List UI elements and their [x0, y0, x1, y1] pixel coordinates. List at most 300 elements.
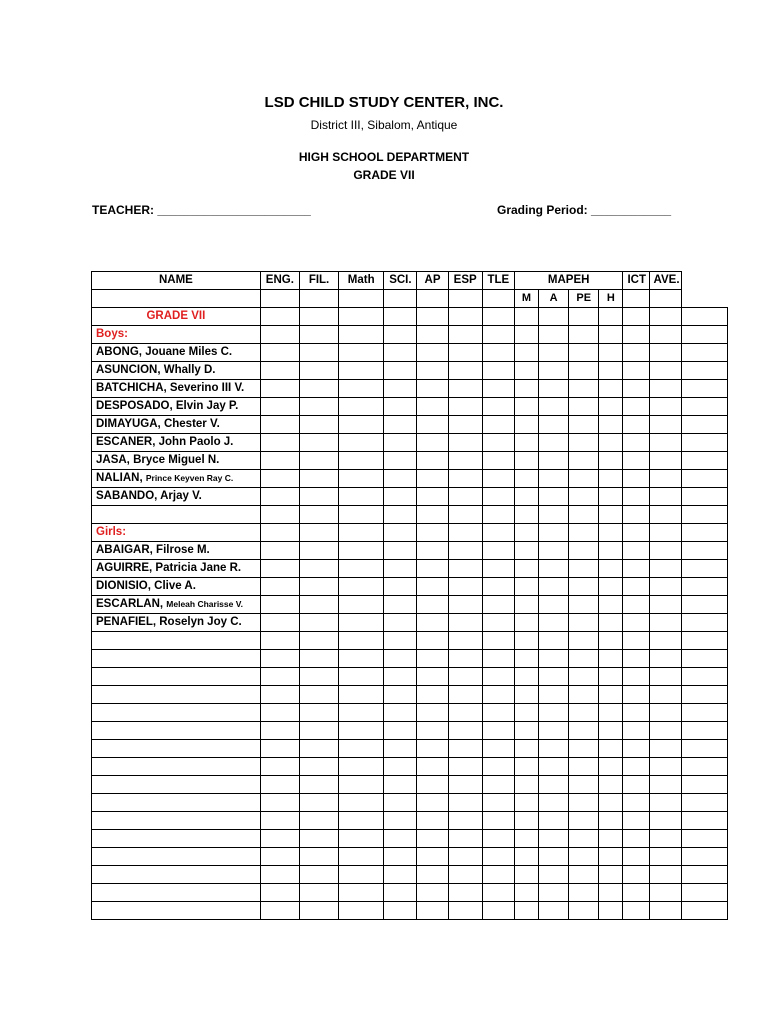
grade-cell [514, 344, 538, 362]
table-row [92, 578, 728, 596]
grade-cell [681, 686, 727, 704]
grade-cell [260, 758, 299, 776]
student-name-cell [92, 704, 261, 722]
grade-cell [539, 452, 569, 470]
table-row [92, 452, 728, 470]
grade-cell [569, 632, 599, 650]
grade-cell [384, 488, 417, 506]
table-row [92, 398, 728, 416]
grade-cell [599, 452, 623, 470]
grade-cell [339, 416, 384, 434]
grade-cell [260, 668, 299, 686]
grade-cell [299, 308, 338, 326]
grade-cell [623, 758, 649, 776]
grade-cell [514, 416, 538, 434]
grade-cell [417, 704, 448, 722]
grade-cell [649, 578, 681, 596]
grade-cell [448, 812, 482, 830]
grade-cell [681, 308, 727, 326]
grade-cell [260, 452, 299, 470]
table-row [92, 542, 728, 560]
column-header: Math [339, 272, 384, 290]
grade-cell [514, 758, 538, 776]
grade-cell [482, 470, 514, 488]
grade-cell [539, 524, 569, 542]
grade-cell [339, 686, 384, 704]
grade-cell [569, 506, 599, 524]
grade-cell [599, 362, 623, 380]
column-header: SCI. [384, 272, 417, 290]
grade-cell [260, 434, 299, 452]
grade-cell [681, 326, 727, 344]
grade-cell [299, 758, 338, 776]
grade-cell [569, 686, 599, 704]
grade-cell [448, 614, 482, 632]
student-name-cell [92, 524, 261, 542]
grade-cell [260, 596, 299, 614]
grade-cell [649, 416, 681, 434]
grade-cell [339, 650, 384, 668]
grade-cell [299, 650, 338, 668]
grade-cell [539, 866, 569, 884]
student-name: DIMAYUGA, Chester V. [96, 418, 220, 430]
grade-cell [623, 326, 649, 344]
grade-cell [339, 794, 384, 812]
table-row [92, 686, 728, 704]
grade-cell [514, 884, 538, 902]
grade-cell [299, 704, 338, 722]
grade-cell [417, 506, 448, 524]
grade-cell [482, 506, 514, 524]
grade-cell [299, 470, 338, 488]
grade-cell [514, 632, 538, 650]
grade-cell [649, 308, 681, 326]
grade-cell [448, 452, 482, 470]
grade-cell [599, 398, 623, 416]
grade-cell [649, 614, 681, 632]
grade-cell [539, 488, 569, 506]
grade-cell [514, 812, 538, 830]
grade-cell [681, 632, 727, 650]
grade-cell [417, 848, 448, 866]
grade-cell [299, 362, 338, 380]
grade-cell [482, 344, 514, 362]
grade-cell [299, 740, 338, 758]
grade-cell [384, 902, 417, 920]
grade-cell [482, 740, 514, 758]
column-header: MAPEH [514, 272, 623, 290]
table-row [92, 812, 728, 830]
grade-cell [448, 650, 482, 668]
grade-cell [299, 686, 338, 704]
grade-cell [417, 362, 448, 380]
grade-cell [569, 452, 599, 470]
grade-cell [539, 542, 569, 560]
grade-cell [623, 668, 649, 686]
grade-cell [339, 506, 384, 524]
table-row [92, 794, 728, 812]
grade-cell [514, 524, 538, 542]
grade-cell [599, 740, 623, 758]
table-row [92, 884, 728, 902]
grade-cell [260, 578, 299, 596]
grade-cell [260, 848, 299, 866]
table-row [92, 326, 728, 344]
grade-cell [649, 848, 681, 866]
student-name-cell [92, 650, 261, 668]
grade-cell [448, 398, 482, 416]
grade-cell [514, 380, 538, 398]
grade-cell [448, 380, 482, 398]
department-title: HIGH SCHOOL DEPARTMENT [298, 150, 470, 164]
column-header: NAME [92, 272, 261, 290]
grade-cell [514, 578, 538, 596]
grade-cell [599, 866, 623, 884]
grade-cell [448, 722, 482, 740]
grade-cell [599, 884, 623, 902]
student-name-cell [92, 416, 261, 434]
grade-cell [599, 776, 623, 794]
student-name-cell [92, 434, 261, 452]
grade-cell [417, 650, 448, 668]
student-name-cell [92, 614, 261, 632]
grade-cell [299, 326, 338, 344]
grade-cell [623, 596, 649, 614]
grade-cell [599, 578, 623, 596]
table-row [92, 488, 728, 506]
grade-cell [299, 398, 338, 416]
grade-cell [417, 434, 448, 452]
grade-cell [417, 776, 448, 794]
grade-cell [539, 668, 569, 686]
grade-cell [599, 830, 623, 848]
grade-cell [299, 830, 338, 848]
header-blank-cell [299, 290, 338, 308]
school-address: District III, Sibalom, Antique [310, 118, 458, 132]
grade-cell [417, 668, 448, 686]
grade-cell [569, 560, 599, 578]
grade-cell [384, 758, 417, 776]
student-name: Girls: [96, 526, 127, 538]
header-blank-cell [339, 290, 384, 308]
student-name: Boys: [96, 328, 128, 340]
table-row [92, 470, 728, 488]
grade-cell [681, 542, 727, 560]
grade-cell [482, 866, 514, 884]
grade-cell [417, 686, 448, 704]
grade-cell [339, 776, 384, 794]
grade-cell [623, 848, 649, 866]
grade-cell [448, 758, 482, 776]
grade-cell [569, 902, 599, 920]
column-header: ENG. [260, 272, 299, 290]
grade-cell [649, 866, 681, 884]
grade-cell [299, 416, 338, 434]
grade-cell [339, 812, 384, 830]
grade-cell [384, 560, 417, 578]
grade-cell [417, 344, 448, 362]
student-name-cell [92, 776, 261, 794]
grade-cell [448, 416, 482, 434]
grade-cell [260, 722, 299, 740]
grade-cell [417, 740, 448, 758]
grade-cell [482, 668, 514, 686]
grade-cell [482, 902, 514, 920]
grade-cell [384, 542, 417, 560]
grade-cell [299, 578, 338, 596]
grade-cell [384, 434, 417, 452]
grade-cell [681, 380, 727, 398]
grade-cell [623, 776, 649, 794]
grade-cell [681, 398, 727, 416]
grade-cell [384, 632, 417, 650]
column-header: FIL. [299, 272, 338, 290]
grade-cell [384, 830, 417, 848]
grade-cell [339, 524, 384, 542]
grade-cell [482, 686, 514, 704]
grade-cell [649, 596, 681, 614]
grade-cell [482, 398, 514, 416]
grade-cell [339, 740, 384, 758]
grade-cell [623, 632, 649, 650]
grade-cell [384, 578, 417, 596]
grade-cell [681, 596, 727, 614]
grade-cell [260, 488, 299, 506]
grade-cell [514, 776, 538, 794]
student-name-cell [92, 866, 261, 884]
grade-cell [681, 434, 727, 452]
student-name-cell [92, 308, 261, 326]
grade-cell [514, 866, 538, 884]
column-header: TLE [482, 272, 514, 290]
grade-cell [514, 488, 538, 506]
grade-cell [623, 578, 649, 596]
grades-table [91, 271, 728, 920]
grade-cell [260, 380, 299, 398]
grade-cell [339, 866, 384, 884]
student-name: PENAFIEL, Roselyn Joy C. [96, 616, 242, 628]
grade-cell [681, 506, 727, 524]
student-name-cell [92, 542, 261, 560]
grade-cell [339, 614, 384, 632]
header-blank-cell [482, 290, 514, 308]
grade-cell [417, 560, 448, 578]
table-row [92, 362, 728, 380]
grade-cell [514, 362, 538, 380]
grade-cell [448, 740, 482, 758]
grade-cell [260, 524, 299, 542]
student-name: ABONG, Jouane Miles C. [96, 346, 233, 358]
grade-cell [448, 704, 482, 722]
grade-cell [569, 542, 599, 560]
grade-cell [339, 308, 384, 326]
grade-cell [299, 866, 338, 884]
grade-cell [649, 380, 681, 398]
mapeh-subheader: A [539, 290, 569, 308]
grade-cell [623, 434, 649, 452]
grade-cell [681, 452, 727, 470]
grade-cell [623, 650, 649, 668]
table-row [92, 380, 728, 398]
grade-cell [448, 668, 482, 686]
student-name: DIONISIO, Clive A. [96, 580, 196, 592]
grade-cell [339, 704, 384, 722]
grade-cell [599, 812, 623, 830]
table-row [92, 650, 728, 668]
grade-cell [623, 812, 649, 830]
table-row [92, 740, 728, 758]
grade-cell [339, 434, 384, 452]
grade-cell [514, 470, 538, 488]
grade-cell [569, 866, 599, 884]
grade-cell [482, 830, 514, 848]
grade-cell [448, 776, 482, 794]
grade-cell [448, 632, 482, 650]
grade-cell [482, 326, 514, 344]
grade-cell [299, 902, 338, 920]
grade-cell [299, 596, 338, 614]
grade-cell [623, 380, 649, 398]
grade-cell [448, 434, 482, 452]
grade-cell [448, 488, 482, 506]
grade-cell [482, 614, 514, 632]
grade-cell [569, 596, 599, 614]
grade-cell [384, 812, 417, 830]
table-row [92, 830, 728, 848]
header-blank-cell [384, 290, 417, 308]
grade-cell [599, 668, 623, 686]
grade-cell [539, 614, 569, 632]
grade-cell [482, 812, 514, 830]
grade-cell [384, 740, 417, 758]
grade-cell [569, 344, 599, 362]
grade-cell [482, 650, 514, 668]
student-name-cell [92, 884, 261, 902]
grade-cell [569, 776, 599, 794]
grade-cell [599, 542, 623, 560]
grade-cell [260, 506, 299, 524]
grade-cell [339, 380, 384, 398]
grade-cell [539, 380, 569, 398]
grade-cell [569, 326, 599, 344]
grade-cell [681, 362, 727, 380]
grade-cell [623, 470, 649, 488]
grade-cell [260, 632, 299, 650]
grade-cell [569, 578, 599, 596]
grade-cell [384, 524, 417, 542]
grade-cell [339, 596, 384, 614]
grade-cell [339, 398, 384, 416]
grade-cell [649, 776, 681, 794]
grade-cell [260, 614, 299, 632]
student-name-cell [92, 812, 261, 830]
grade-cell [649, 326, 681, 344]
grade-cell [384, 866, 417, 884]
grade-cell [649, 740, 681, 758]
grade-cell [482, 884, 514, 902]
header-blank-cell [448, 290, 482, 308]
grade-cell [539, 650, 569, 668]
grade-cell [417, 614, 448, 632]
student-name-cell [92, 488, 261, 506]
grade-cell [482, 758, 514, 776]
grade-cell [649, 722, 681, 740]
grade-cell [339, 758, 384, 776]
grade-cell [417, 794, 448, 812]
grade-cell [599, 308, 623, 326]
grade-cell [649, 650, 681, 668]
grade-cell [448, 794, 482, 812]
grade-cell [599, 470, 623, 488]
grade-cell [623, 902, 649, 920]
grade-cell [569, 308, 599, 326]
grade-cell [482, 362, 514, 380]
grade-cell [260, 704, 299, 722]
grade-cell [569, 884, 599, 902]
grade-cell [384, 416, 417, 434]
grade-cell [339, 722, 384, 740]
grade-cell [339, 362, 384, 380]
grade-cell [514, 506, 538, 524]
header-blank-cell [649, 290, 681, 308]
grade-cell [417, 380, 448, 398]
grade-cell [514, 614, 538, 632]
grade-cell [681, 524, 727, 542]
student-name: ASUNCION, Whally D. [96, 364, 216, 376]
grade-cell [482, 578, 514, 596]
grade-cell [539, 578, 569, 596]
grade-cell [569, 668, 599, 686]
grade-cell [384, 650, 417, 668]
grade-cell [599, 902, 623, 920]
grade-cell [649, 524, 681, 542]
grade-cell [623, 686, 649, 704]
grade-cell [448, 902, 482, 920]
grade-cell [539, 344, 569, 362]
mapeh-subheader: M [514, 290, 538, 308]
grade-cell [514, 830, 538, 848]
grade-cell [569, 794, 599, 812]
grade-cell [299, 884, 338, 902]
grade-cell [299, 812, 338, 830]
grade-cell [623, 344, 649, 362]
grade-cell [260, 740, 299, 758]
grade-cell [649, 344, 681, 362]
grade-cell [339, 848, 384, 866]
grade-cell [417, 542, 448, 560]
grade-cell [299, 668, 338, 686]
grade-cell [260, 650, 299, 668]
grade-cell [623, 416, 649, 434]
grade-cell [417, 722, 448, 740]
grade-cell [384, 326, 417, 344]
grade-cell [448, 578, 482, 596]
table-row [92, 704, 728, 722]
grade-cell [649, 884, 681, 902]
table-row [92, 524, 728, 542]
grade-cell [681, 668, 727, 686]
grade-cell [448, 596, 482, 614]
grade-cell [417, 596, 448, 614]
grade-cell [260, 398, 299, 416]
student-name: NALIAN, [96, 472, 146, 484]
grade-cell [599, 506, 623, 524]
student-name-cell [92, 380, 261, 398]
grade-cell [514, 560, 538, 578]
grade-cell [482, 524, 514, 542]
grade-cell [681, 812, 727, 830]
grade-cell [599, 722, 623, 740]
